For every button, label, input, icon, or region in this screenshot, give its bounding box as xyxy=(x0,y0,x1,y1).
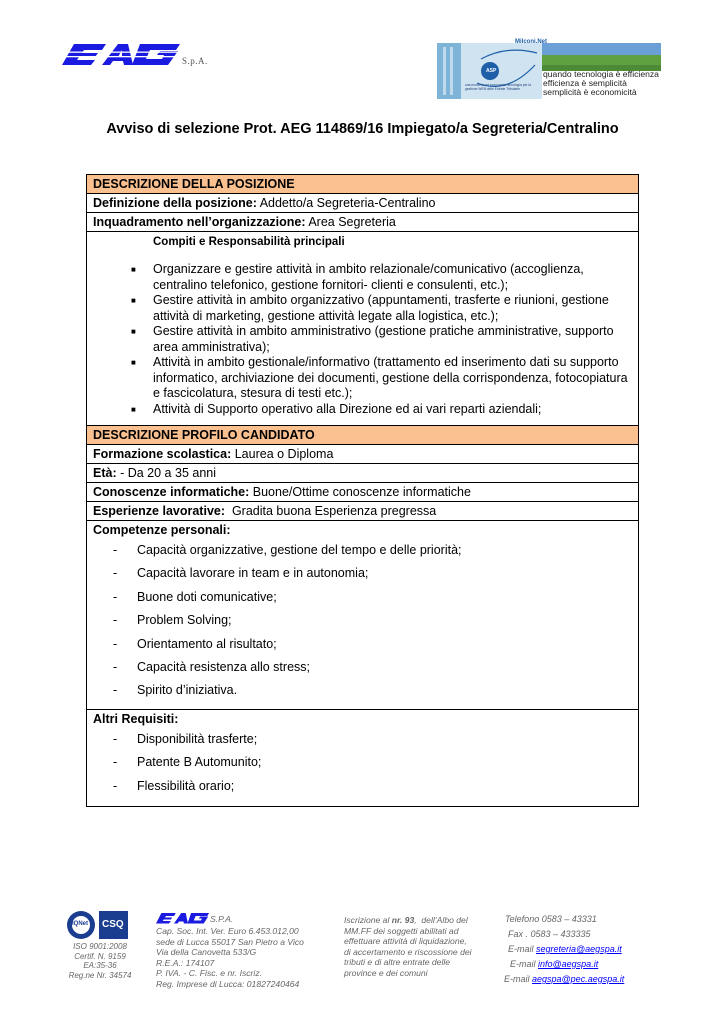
list-item: ■ Gestire attività in ambito organizzativo (appuntamenti, trasferte e riunioni, gestione attività di marketing, gestione attività legate alla logistica, etc.); xyxy=(153,293,632,324)
age-value: - Da 20 a 35 anni xyxy=(116,466,216,480)
page-title: Avviso di selezione Prot. AEG 114869/16 Impiegato/a Segreteria/Centralino xyxy=(106,121,619,137)
experience-label: Esperienze lavorative: xyxy=(93,504,226,518)
education-value: Laurea o Diploma xyxy=(231,447,334,461)
albo-line: tributi e di altre entrate delle xyxy=(344,957,451,968)
list-item: ■ Attività di Supporto operativo alla Direzione ed ai vari reparti aziendali; xyxy=(153,402,632,418)
albo-first-line xyxy=(344,915,504,926)
banner-line: semplicità è economicità xyxy=(543,87,637,97)
company-line: Cap. Soc. Int. Ver. Euro 6.453.012,00 xyxy=(156,926,299,936)
list-item: - Problem Solving; xyxy=(137,613,632,628)
age-row xyxy=(87,464,639,483)
email-label: E-mail xyxy=(510,959,539,969)
list-item: - Capacità lavorare in team e in autonomia; xyxy=(137,566,632,581)
placement-label: Inquadramento nell’organizzazione: xyxy=(93,215,306,229)
email-pec-link[interactable]: aegspa@pec.aegspa.it xyxy=(532,974,625,984)
albo-line: di accertamento e riscossione dei xyxy=(344,946,472,957)
other-cell xyxy=(87,709,639,806)
cert-line: ISO 9001:2008 xyxy=(73,942,127,951)
education-row xyxy=(87,445,639,464)
list-item: - Capacità organizzative, gestione del tempo e delle priorità; xyxy=(137,543,632,558)
position-header: DESCRIZIONE DELLA POSIZIONE xyxy=(87,175,639,194)
company-line: sede di Lucca 55017 San Pietro a Vico xyxy=(156,936,304,947)
list-item: - Patente B Automunito; xyxy=(137,755,632,770)
email-label: E-mail xyxy=(504,974,533,984)
skills-list xyxy=(93,543,632,698)
definition-value: Addetto/a Segreteria-Centralino xyxy=(256,196,436,210)
company-line: Reg. Imprese di Lucca: 01827240464 xyxy=(156,978,300,989)
list-item: - Flessibilità orario; xyxy=(137,779,632,794)
fax: Fax . 0583 – 433335 xyxy=(508,929,591,939)
cert-line: Reg.ne Nr. 34574 xyxy=(68,970,132,980)
albo-line: MM.FF dei soggetti abilitati ad xyxy=(344,925,459,936)
list-item: - Buone doti comunicative; xyxy=(137,590,632,605)
albo-info xyxy=(344,915,504,979)
list-item: ■ Organizzare e gestire attività in ambito relazionale/comunicativo (accoglienza, centralino telefonico, gestione fornitori- clienti e consulenti, etc.); xyxy=(153,262,632,293)
banner-asp: ASP xyxy=(486,68,497,74)
placement-row xyxy=(87,213,639,232)
footer-spa: S.P.A. xyxy=(210,914,234,924)
company-info xyxy=(156,926,336,990)
footer-logo xyxy=(156,911,210,923)
email-line xyxy=(504,957,674,972)
phone: Telefono 0583 – 43331 xyxy=(505,914,597,924)
albo-line: province e dei comuni xyxy=(344,967,428,978)
cert-line: EA:35-36 xyxy=(83,961,117,971)
email-label: E-mail xyxy=(508,944,537,954)
company-line: R.E.A.: 174107 xyxy=(156,957,215,968)
list-item: ■ Attività in ambito gestionale/informativo (trattamento ed inserimento dati su supporto informatico, archiviazione dei documenti, gestione della corrispondenza, fotocopiatura e fascicolatura, stesura di testi etc.); xyxy=(153,355,632,402)
list-item: - Capacità resistenza allo stress; xyxy=(137,660,632,675)
tasks-title: Compiti e Responsabilità principali xyxy=(153,236,345,248)
email-line xyxy=(504,972,674,987)
company-line: Via della Canovetta 533/G xyxy=(156,947,257,958)
banner-line: quando tecnologia è efficienza xyxy=(543,69,659,79)
company-spa: S.p.A. xyxy=(182,56,208,66)
age-label: Età: xyxy=(93,466,117,480)
email-line xyxy=(504,942,674,957)
cert-info xyxy=(60,942,140,980)
education-label: Formazione scolastica: xyxy=(93,447,232,461)
it-value: Buone/Ottime conoscenze informatiche xyxy=(249,485,471,499)
albo-pre: Iscrizione al xyxy=(344,915,392,925)
definition-row xyxy=(87,194,639,213)
candidate-header: DESCRIZIONE PROFILO CANDIDATO xyxy=(87,426,639,445)
albo-line: effettuare attività di liquidazione, xyxy=(344,936,467,947)
company-logo xyxy=(62,42,182,66)
placement-value: Area Segreteria xyxy=(305,215,396,229)
list-item: - Spirito d’iniziativa. xyxy=(137,683,632,698)
other-list xyxy=(93,732,632,794)
albo-post: , dell’Albo del xyxy=(414,915,468,925)
banner-tag: una moderna ed economica tecnologia per la gestione WEB delle Entrate Tributarie xyxy=(465,83,531,91)
job-table xyxy=(86,174,639,807)
email-segreteria-link[interactable]: segreteria@aegspa.it xyxy=(536,944,622,954)
albo-nr: nr. 93 xyxy=(391,915,415,925)
list-item: ■ Gestire attività in ambito amministrativo (gestione pratiche amministrative, supporto area amministrativa); xyxy=(153,324,632,355)
other-label: Altri Requisiti: xyxy=(93,711,179,726)
cert-line: Certif. N. 9159 xyxy=(74,951,126,961)
experience-value: Gradita buona Esperienza pregressa xyxy=(225,504,437,518)
banner-site: Milconi.Net xyxy=(515,39,548,45)
it-label: Conoscenze informatiche: xyxy=(93,485,250,499)
skills-label: Competenze personali: xyxy=(93,523,231,537)
list-item: - Disponibilità trasferte; xyxy=(137,732,632,747)
experience-row xyxy=(87,502,639,521)
it-row xyxy=(87,483,639,502)
banner-line: efficienza è semplicità xyxy=(543,78,627,88)
certification-logos xyxy=(66,909,130,941)
list-item: - Orientamento al risultato; xyxy=(137,637,632,652)
csq-label: CSQ xyxy=(102,919,124,930)
tasks-cell xyxy=(87,232,639,426)
skills-cell xyxy=(87,521,639,710)
contacts xyxy=(504,912,674,987)
company-line: P. IVA. - C. Fisc. e nr. Iscriz. xyxy=(156,968,263,979)
iqnet-label: IQNet xyxy=(72,921,89,927)
tasks-list xyxy=(93,262,632,417)
definition-label: Definizione della posizione: xyxy=(93,196,257,210)
email-info-link[interactable]: info@aegspa.it xyxy=(538,959,599,969)
banner-image xyxy=(437,39,661,99)
banner-slogan xyxy=(543,70,659,97)
